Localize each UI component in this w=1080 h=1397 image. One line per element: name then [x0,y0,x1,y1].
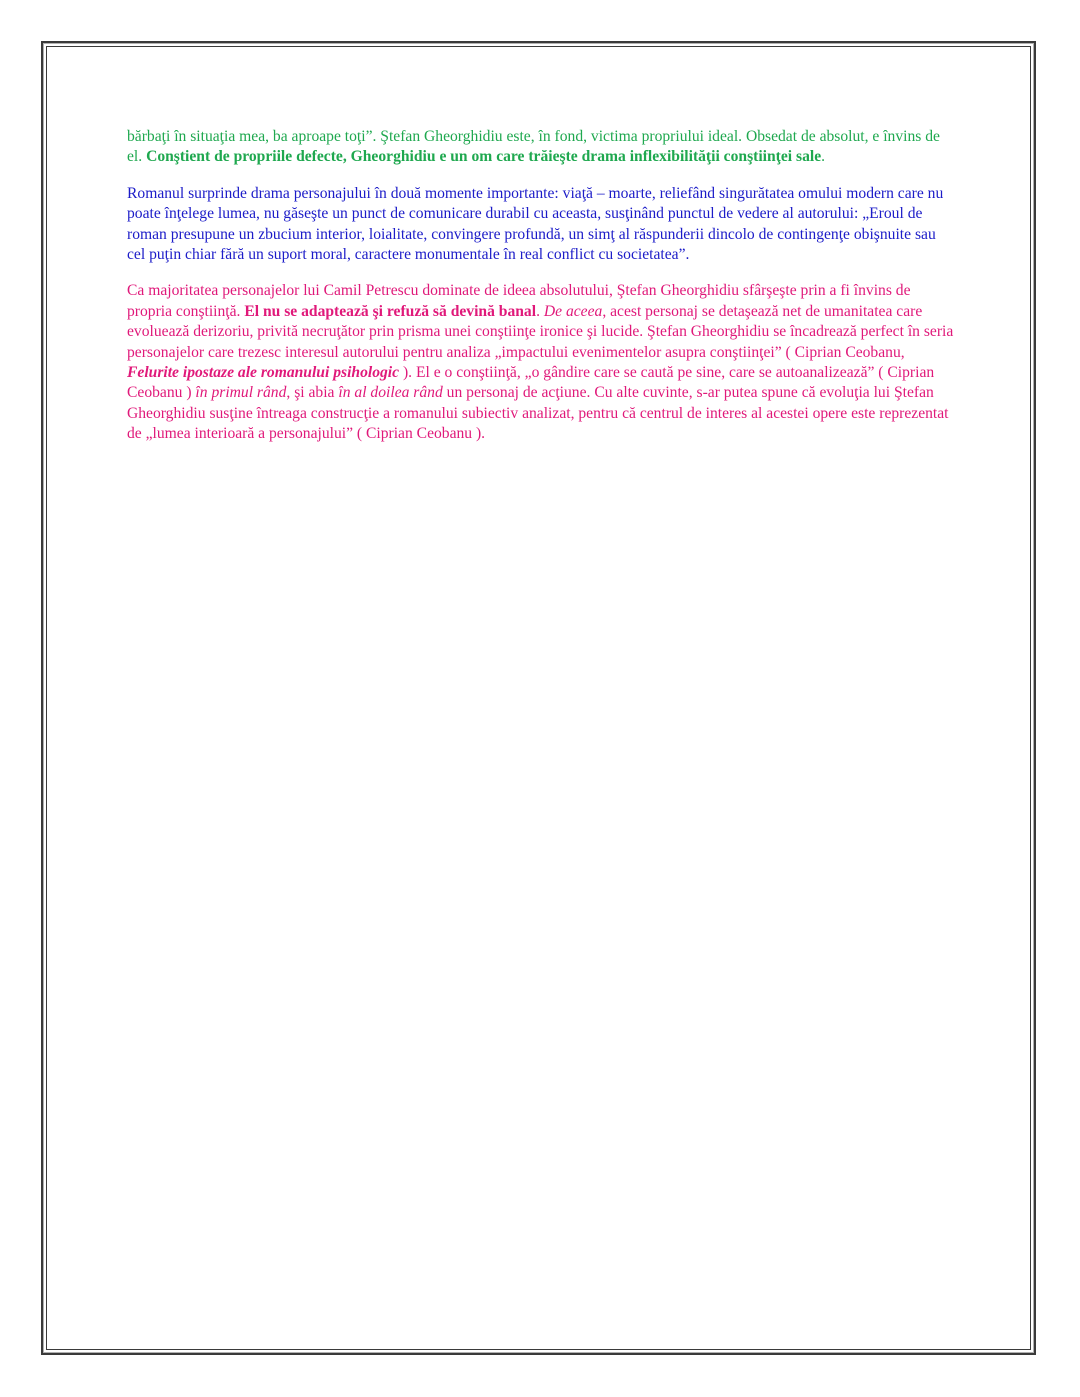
text-segment: Ca majoritatea personajelor lui Camil Petrescu dominate de ideea absolutului, Ştefan Gheorghidiu sfârşeşte prin a fi învins de propria conştiinţă. [127,282,911,320]
bold-text-segment: El nu se adaptează şi refuză să devină banal [244,302,537,320]
italic-text-segment: în primul rând [195,384,287,402]
italic-text-segment: De aceea [543,302,603,320]
text-segment: . [821,148,826,166]
paragraph-conclusion-ideal [127,127,957,168]
paragraph-drama-moments [127,184,957,266]
text-segment: ). El e o conştiinţă, „o gândire care se caută pe sine, care se autoanalizează” ( Ciprian Ceobanu ) [127,364,935,402]
text-segment: bărbaţi în situaţia mea, ba aproape toţi”. Ştefan Gheorghidiu este, în fond, victima propriului ideal. Obsedat de absolut, e învins de el. [127,128,940,166]
paragraph-absolute-conscience [127,281,957,444]
text-segment: , şi abia [286,384,339,402]
text-segment: Romanul surprinde drama personajului în două momente importante: viaţă – moarte, reliefând singurătatea omului modern care nu poate înţelege lumea, nu găseşte un punct de comunicare durabil cu aceasta, susţinând punctul de vedere al autorului: „Eroul de roman presupune un zbucium interior, loialitate, convingere profundă, un simţ al răspunderii dincolo de contingenţe obişnuite sau cel puţin chiar fără un suport moral, caractere monumentale în real conflict cu societatea”. [127,184,944,264]
text-segment: , acest personaj se detaşează net de umanitatea care evoluează derizoriu, privită necruţător prin prisma unei conştiinţe ironice şi lucide. Ştefan Gheorghidiu se încadrează perfect în seria personajelor care trezesc interesul autorului pentru analiza „impactului evenimentelor asupra conştiinţei” ( Ciprian Ceobanu, [127,302,954,361]
book-title-citation: Felurite ipostaze ale romanului psihologic [127,364,400,382]
bold-text-segment: Conştient de propriile defecte, Gheorghidiu e un om care trăieşte drama inflexibilităţii conştiinţei sale [146,148,822,166]
document-body [127,127,957,461]
text-segment: un personaj de acţiune. Cu alte cuvinte, s-ar putea spune că evoluţia lui Ştefan Gheorghidiu susţine întreaga construcţie a romanului subiectiv analizat, pentru că centrul de interes al acestei opere este reprezentat de „lumea interioară a personajului” ( Ciprian Ceobanu ). [127,384,949,443]
italic-text-segment: în al doilea rând [338,384,443,402]
text-segment: . [536,302,544,320]
